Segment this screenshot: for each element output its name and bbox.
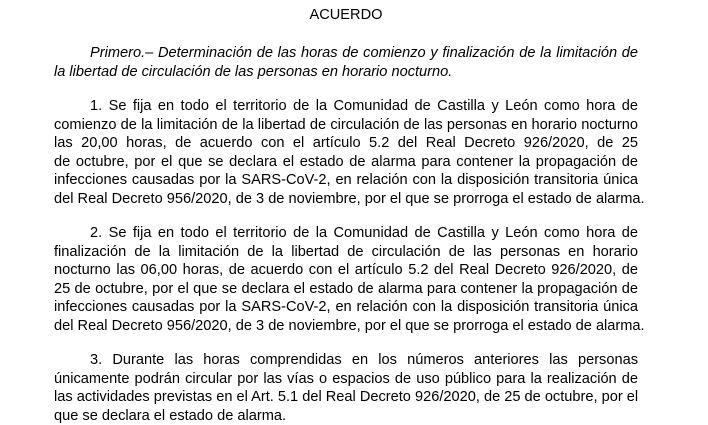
primero-paragraph <box>54 44 638 81</box>
spacer <box>54 81 638 97</box>
spacer <box>54 208 638 224</box>
primero-line-2: la libertad de circulación de las personas en horario nocturno. <box>54 63 638 82</box>
spacer <box>54 335 638 351</box>
p1-line-5: infecciones causadas por la SARS-CoV-2, en relación con la disposición transitoria única <box>54 171 638 190</box>
p1-line-1: 1. Se fija en todo el territorio de la Comunidad de Castilla y León como hora de <box>54 97 638 116</box>
paragraph-2 <box>54 224 638 335</box>
p3-line-4: que se declara el estado de alarma. <box>54 407 638 425</box>
p3-line-1: 3. Durante las horas comprendidas en los números anteriores las personas <box>54 351 638 370</box>
p2-line-6: del Real Decreto 956/2020, de 3 de noviembre, por el que se prorroga el estado de alarma. <box>54 317 638 336</box>
p3-line-2: únicamente podrán circular por las vías o espacios de uso público para la realización de <box>54 370 638 389</box>
p2-line-1: 2. Se fija en todo el territorio de la Comunidad de Castilla y León como hora de <box>54 224 638 243</box>
p2-line-4: 25 de octubre, por el que se declara el estado de alarma para contener la propagación de <box>54 280 638 299</box>
document-page <box>54 6 638 425</box>
paragraph-1 <box>54 97 638 208</box>
p2-line-3: nocturno las 06,00 horas, de acuerdo con el artículo 5.2 del Real Decreto 926/2020, de <box>54 261 638 280</box>
p1-line-2: comienzo de la limitación de la libertad de circulación de las personas en horario nocturno <box>54 116 638 135</box>
primero-line-1: Primero.– Determinación de las horas de comienzo y finalización de la limitación de <box>54 44 638 63</box>
document-heading: ACUERDO <box>54 6 638 24</box>
p1-line-6: del Real Decreto 956/2020, de 3 de noviembre, por el que se prorroga el estado de alarma. <box>54 190 638 209</box>
paragraph-3 <box>54 351 638 425</box>
p2-line-2: finalización de la limitación de la libertad de circulación de las personas en horario <box>54 243 638 262</box>
p3-line-3: las actividades previstas en el Art. 5.1 del Real Decreto 926/2020, de 25 de octubre, por el <box>54 388 638 407</box>
p1-line-3: las 20,00 horas, de acuerdo con el artículo 5.2 del Real Decreto 926/2020, de 25 <box>54 134 638 153</box>
p1-line-4: de octubre, por el que se declara el estado de alarma para contener la propagación de <box>54 153 638 172</box>
p2-line-5: infecciones causadas por la SARS-CoV-2, en relación con la disposición transitoria única <box>54 298 638 317</box>
